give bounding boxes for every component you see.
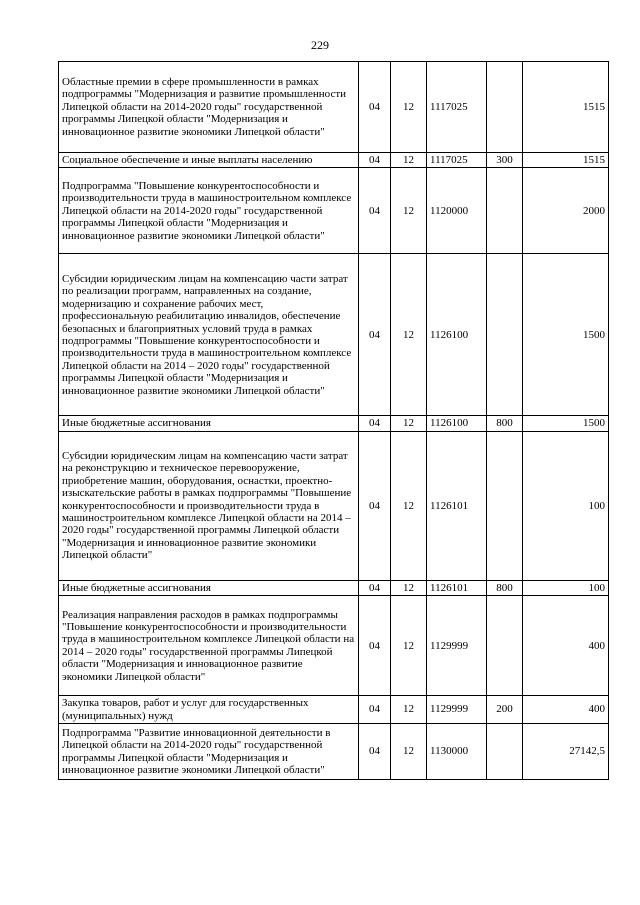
row-description: Социальное обеспечение и иные выплаты населению bbox=[59, 153, 359, 168]
table-row bbox=[59, 596, 609, 696]
row-section-code: 04 bbox=[359, 62, 391, 153]
row-amount: 400 bbox=[523, 696, 609, 724]
row-description: Реализация направления расходов в рамках подпрограммы "Повышение конкурентоспособности и производительности труда в машиностроительном комплексе Липецкой области на 2014 – 2020 годы" государственной программы Липецкой области "Модернизация и инновационное развитие экономики Липецкой области" bbox=[59, 596, 359, 696]
row-amount: 1500 bbox=[523, 254, 609, 416]
table-row bbox=[59, 62, 609, 153]
row-amount: 1515 bbox=[523, 62, 609, 153]
row-amount: 2000 bbox=[523, 168, 609, 254]
row-target-code: 1130000 bbox=[427, 724, 487, 780]
row-amount: 100 bbox=[523, 431, 609, 580]
row-target-code: 1129999 bbox=[427, 696, 487, 724]
row-amount: 100 bbox=[523, 580, 609, 595]
row-amount: 1515 bbox=[523, 153, 609, 168]
budget-table bbox=[58, 61, 609, 780]
row-expense-type: 300 bbox=[487, 153, 523, 168]
row-expense-type bbox=[487, 431, 523, 580]
row-subsection-code: 12 bbox=[391, 580, 427, 595]
row-section-code: 04 bbox=[359, 580, 391, 595]
row-description: Подпрограмма "Развитие инновационной деятельности в Липецкой области на 2014-2020 годы" государственной программы Липецкой области "Модернизация и инновационное развитие экономики Липецкой области" bbox=[59, 724, 359, 780]
table-row bbox=[59, 254, 609, 416]
table-row bbox=[59, 168, 609, 254]
row-expense-type bbox=[487, 168, 523, 254]
row-expense-type bbox=[487, 254, 523, 416]
table-row bbox=[59, 724, 609, 780]
row-section-code: 04 bbox=[359, 596, 391, 696]
row-amount: 27142,5 bbox=[523, 724, 609, 780]
row-subsection-code: 12 bbox=[391, 62, 427, 153]
row-expense-type bbox=[487, 724, 523, 780]
row-target-code: 1117025 bbox=[427, 62, 487, 153]
row-description: Субсидии юридическим лицам на компенсацию части затрат по реализации программ, направленных на создание, модернизацию и сохранение рабочих мест, профессиональную реабилитацию инвалидов, обеспечение безопасных и благоприятных условий труда в рамках подпрограммы "Повышение конкурентоспособности и производительности труда в машиностроительном комплексе Липецкой области на 2014 – 2020 годы" государственной программы Липецкой области "Модернизация и инновационное развитие экономики Липецкой области" bbox=[59, 254, 359, 416]
row-description: Областные премии в сфере промышленности в рамках подпрограммы "Модернизация и развитие промышленности Липецкой области на 2014-2020 годы" государственной программы Липецкой области "Модернизация и инновационное развитие экономики Липецкой области" bbox=[59, 62, 359, 153]
row-target-code: 1126100 bbox=[427, 254, 487, 416]
row-amount: 400 bbox=[523, 596, 609, 696]
row-target-code: 1126101 bbox=[427, 580, 487, 595]
row-description: Подпрограмма "Повышение конкурентоспособности и производительности труда в машиностроительном комплексе Липецкой области на 2014-2020 годы" государственной программы Липецкой области "Модернизация и инновационное развитие экономики Липецкой области" bbox=[59, 168, 359, 254]
row-expense-type: 800 bbox=[487, 416, 523, 431]
row-target-code: 1126101 bbox=[427, 431, 487, 580]
row-expense-type bbox=[487, 596, 523, 696]
page-number: 229 bbox=[311, 38, 329, 52]
row-section-code: 04 bbox=[359, 724, 391, 780]
row-amount: 1500 bbox=[523, 416, 609, 431]
row-subsection-code: 12 bbox=[391, 153, 427, 168]
row-expense-type: 200 bbox=[487, 696, 523, 724]
row-subsection-code: 12 bbox=[391, 724, 427, 780]
row-section-code: 04 bbox=[359, 153, 391, 168]
table-body bbox=[59, 62, 609, 780]
row-subsection-code: 12 bbox=[391, 696, 427, 724]
row-section-code: 04 bbox=[359, 254, 391, 416]
row-section-code: 04 bbox=[359, 431, 391, 580]
row-target-code: 1126100 bbox=[427, 416, 487, 431]
row-subsection-code: 12 bbox=[391, 254, 427, 416]
row-description: Закупка товаров, работ и услуг для государственных (муниципальных) нужд bbox=[59, 696, 359, 724]
table-row bbox=[59, 153, 609, 168]
row-subsection-code: 12 bbox=[391, 431, 427, 580]
row-expense-type: 800 bbox=[487, 580, 523, 595]
row-target-code: 1117025 bbox=[427, 153, 487, 168]
table-row bbox=[59, 431, 609, 580]
table-row bbox=[59, 580, 609, 595]
row-subsection-code: 12 bbox=[391, 416, 427, 431]
row-description: Иные бюджетные ассигнования bbox=[59, 580, 359, 595]
row-section-code: 04 bbox=[359, 416, 391, 431]
row-description: Субсидии юридическим лицам на компенсацию части затрат на реконструкцию и техническое перевооружение, приобретение машин, оборудования, оснастки, проектно-изыскательские работы в рамках подпрограммы "Повышение конкурентоспособности и производительности труда в машиностроительном комплексе Липецкой области на 2014 – 2020 годы" государственной программы Липецкой области "Модернизация и инновационное развитие экономики Липецкой области" bbox=[59, 431, 359, 580]
row-subsection-code: 12 bbox=[391, 168, 427, 254]
row-description: Иные бюджетные ассигнования bbox=[59, 416, 359, 431]
row-section-code: 04 bbox=[359, 696, 391, 724]
row-expense-type bbox=[487, 62, 523, 153]
row-subsection-code: 12 bbox=[391, 596, 427, 696]
table-row bbox=[59, 696, 609, 724]
row-target-code: 1120000 bbox=[427, 168, 487, 254]
row-section-code: 04 bbox=[359, 168, 391, 254]
table-row bbox=[59, 416, 609, 431]
row-target-code: 1129999 bbox=[427, 596, 487, 696]
